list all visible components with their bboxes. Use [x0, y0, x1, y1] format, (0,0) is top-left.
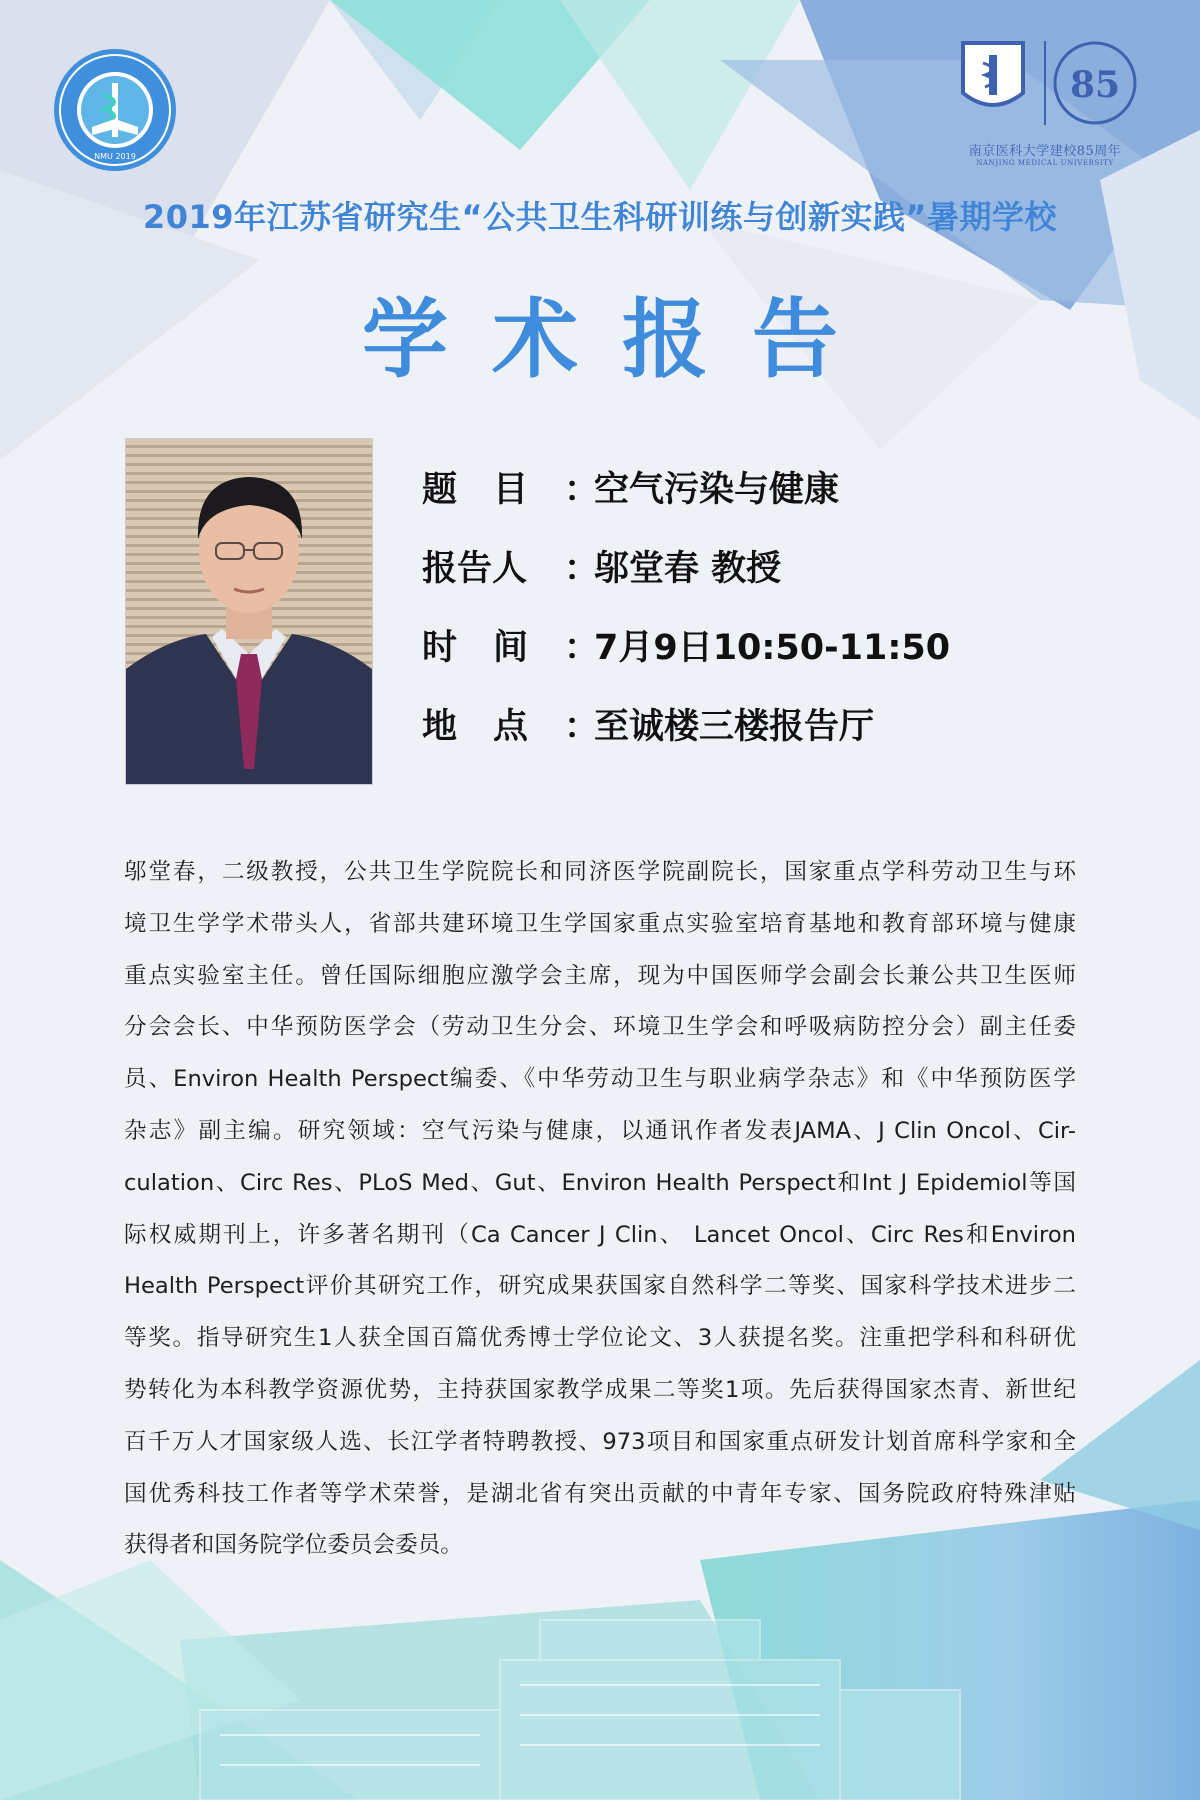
event-subtitle: 2019年江苏省研究生“公共卫生科研训练与创新实践”暑期学校 [142, 198, 1058, 236]
talk-time-row [422, 620, 950, 699]
bio-line: 境卫生学学术带头人，省部共建环境卫生学国家重点实验室培育基地和教育部环境与健康 [124, 910, 1076, 937]
talk-time: 7月9日10:50-11:50 [594, 628, 951, 668]
poster-title: 学术报告 [362, 290, 882, 390]
talk-speaker-row [422, 541, 950, 620]
bio-line: 获得者和国务院学位委员会委员。 [124, 1532, 463, 1559]
summer-school-logo [52, 47, 178, 173]
speaker-biography [124, 847, 1076, 1572]
university-name: 南京医科大学建校85周年 [968, 144, 1122, 159]
bio-line: Health Perspect评价其研究工作，研究成果获国家自然科学二等奖、国家科学技术进步二 [124, 1273, 1076, 1300]
time-label: 时间 [422, 628, 565, 668]
talk-speaker: 邬堂春 教授 [594, 549, 782, 589]
bio-line: 员、Environ Health Perspect编委、《中华劳动卫生与职业病学杂志》和《中华预防医学 [124, 1066, 1076, 1093]
bio-line: 势转化为本科教学资源优势，主持获国家教学成果二等奖1项。先后获得国家杰青、新世纪 [124, 1376, 1076, 1403]
talk-info [422, 462, 950, 778]
bio-line: 重点实验室主任。曾任国际细胞应激学会主席，现为中国医师学会副会长兼公共卫生医师 [124, 962, 1076, 989]
talk-place: 至诚楼三楼报告厅 [594, 707, 875, 747]
place-colon: ： [564, 707, 600, 747]
bio-line: 分会会长、中华预防医学会（劳动卫生分会、环境卫生学会和呼吸病防控分会）副主任委 [124, 1014, 1076, 1041]
bio-line: 邬堂春，二级教授，公共卫生学院院长和同济医学院副院长，国家重点学科劳动卫生与环 [124, 859, 1076, 885]
bio-line: 际权威期刊上，许多著名期刊（Ca Cancer J Clin、 Lancet Oncol、Circ Res和Environ [124, 1221, 1076, 1248]
bio-line: 杂志》副主编。研究领域：空气污染与健康，以通讯作者发表JAMA、J Clin Oncol、Cir- [124, 1117, 1076, 1144]
svg-text:85: 85 [1069, 64, 1121, 106]
bio-line: 国优秀科技工作者等学术荣誉，是湖北省有突出贡献的中青年专家、国务院政府特殊津贴 [124, 1480, 1076, 1507]
talk-topic-row [422, 462, 950, 541]
topic-colon: ： [564, 470, 600, 510]
bio-line: 百千万人才国家级人选、长江学者特聘教授、973项目和国家重点研发计划首席科学家和全 [124, 1428, 1076, 1455]
place-label: 地点 [422, 707, 565, 747]
speaker-colon: ： [564, 549, 600, 589]
topic-label: 题目 [422, 470, 565, 510]
bio-line: culation、Circ Res、PLoS Med、Gut、Environ Health Perspect和Int J Epidemiol等国 [124, 1169, 1076, 1196]
speaker-label: 报告人 [422, 549, 528, 589]
talk-place-row [422, 699, 950, 778]
talk-topic: 空气污染与健康 [594, 470, 840, 510]
university-english-name: NANJING MEDICAL UNIVERSITY [976, 159, 1114, 167]
svg-text:NMU 2019: NMU 2019 [94, 152, 136, 161]
speaker-portrait [126, 439, 372, 784]
time-colon: ： [564, 628, 600, 668]
bio-line: 等奖。指导研究生1人获全国百篇优秀博士学位论文、3人获提名奖。注重把学科和科研优 [124, 1325, 1076, 1352]
university-85th-logo [945, 35, 1145, 175]
